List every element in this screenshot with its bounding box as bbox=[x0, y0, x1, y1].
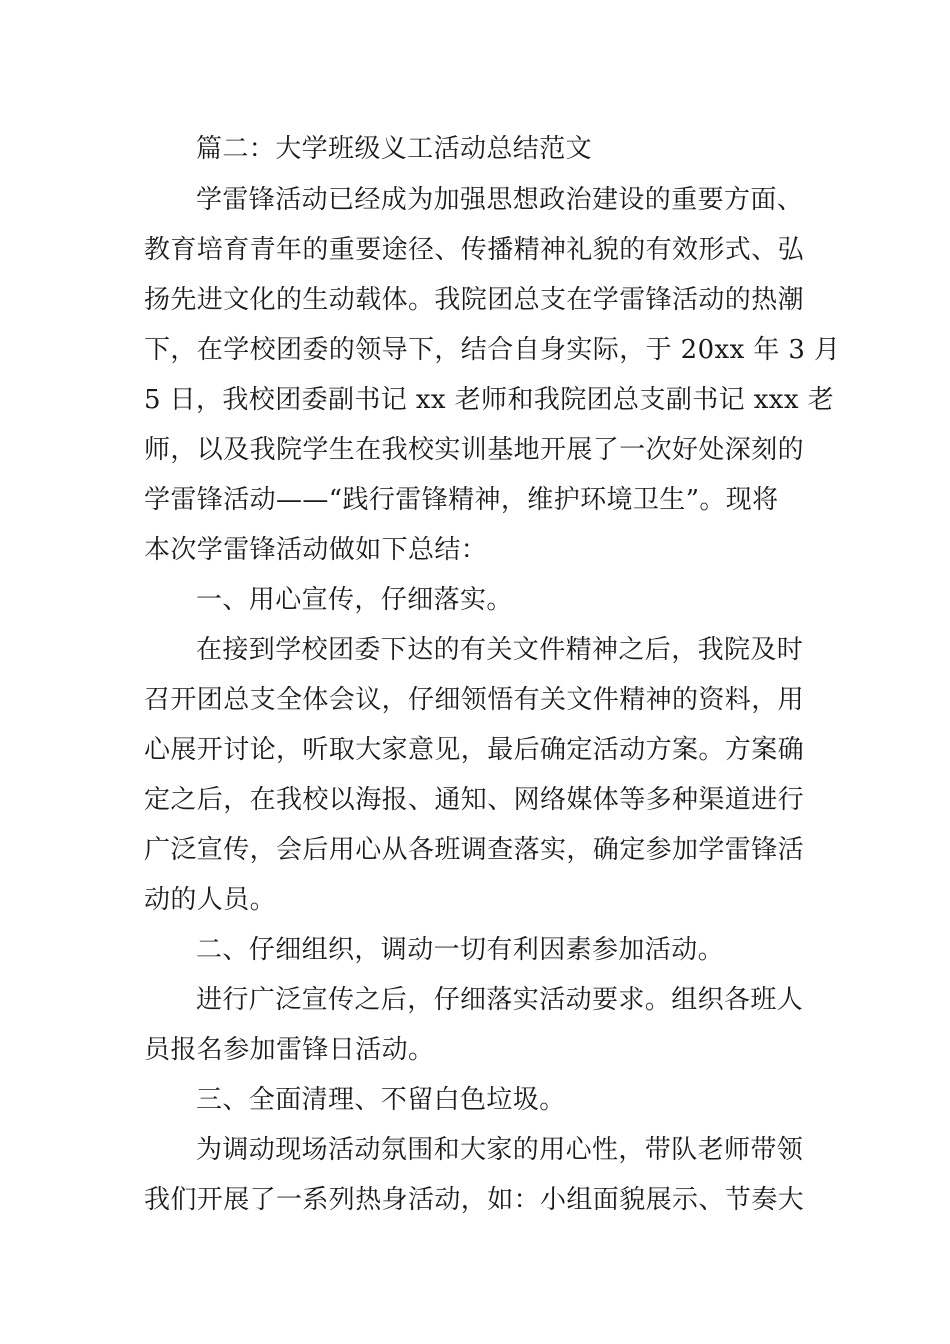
paragraph-line: 我们开展了一系列热身活动，如：小组面貌展示、节奏大 bbox=[144, 1185, 805, 1215]
paragraph-line: 在接到学校团委下达的有关文件精神之后，我院及时 bbox=[196, 635, 804, 665]
paragraph-line: 本次学雷锋活动做如下总结： bbox=[144, 535, 488, 565]
paragraph-line: 动的人员。 bbox=[144, 885, 277, 915]
paragraph-line: 学雷锋活动——“践行雷锋精神，维护环境卫生”。现将 bbox=[144, 485, 779, 515]
paragraph-line: 扬先进文化的生动载体。我院团总支在学雷锋活动的热潮 bbox=[144, 285, 805, 315]
paragraph-line: 师，以及我院学生在我校实训基地开展了一次好处深刻的 bbox=[144, 435, 805, 465]
paragraph-line: 召开团总支全体会议，仔细领悟有关文件精神的资料，用 bbox=[144, 685, 805, 715]
paragraph-line: 定之后，在我校以海报、通知、网络媒体等多种渠道进行 bbox=[144, 785, 805, 815]
paragraph-line: 为调动现场活动氛围和大家的用心性，带队老师带领 bbox=[196, 1135, 804, 1165]
section-heading: 三、全面清理、不留白色垃圾。 bbox=[196, 1085, 566, 1115]
paragraph-line: 5 日，我校团委副书记 xx 老师和我院团总支副书记 xxx 老 bbox=[144, 385, 834, 415]
paragraph-line: 广泛宣传，会后用心从各班调查落实，确定参加学雷锋活 bbox=[144, 835, 805, 865]
paragraph-line: 心展开讨论，听取大家意见，最后确定活动方案。方案确 bbox=[144, 735, 805, 765]
paragraph-line: 学雷锋活动已经成为加强思想政治建设的重要方面、 bbox=[196, 185, 804, 215]
document-title: 篇二：大学班级义工活动总结范文 bbox=[196, 134, 593, 164]
paragraph-line: 教育培育青年的重要途径、传播精神礼貌的有效形式、弘 bbox=[144, 235, 805, 265]
paragraph-line: 进行广泛宣传之后，仔细落实活动要求。组织各班人 bbox=[196, 985, 804, 1015]
paragraph-line: 员报名参加雷锋日活动。 bbox=[144, 1035, 435, 1065]
section-heading: 二、仔细组织，调动一切有利因素参加活动。 bbox=[196, 935, 725, 965]
paragraph-line: 下，在学校团委的领导下，结合自身实际，于 20xx 年 3 月 bbox=[144, 335, 841, 365]
section-heading: 一、用心宣传，仔细落实。 bbox=[196, 585, 513, 615]
